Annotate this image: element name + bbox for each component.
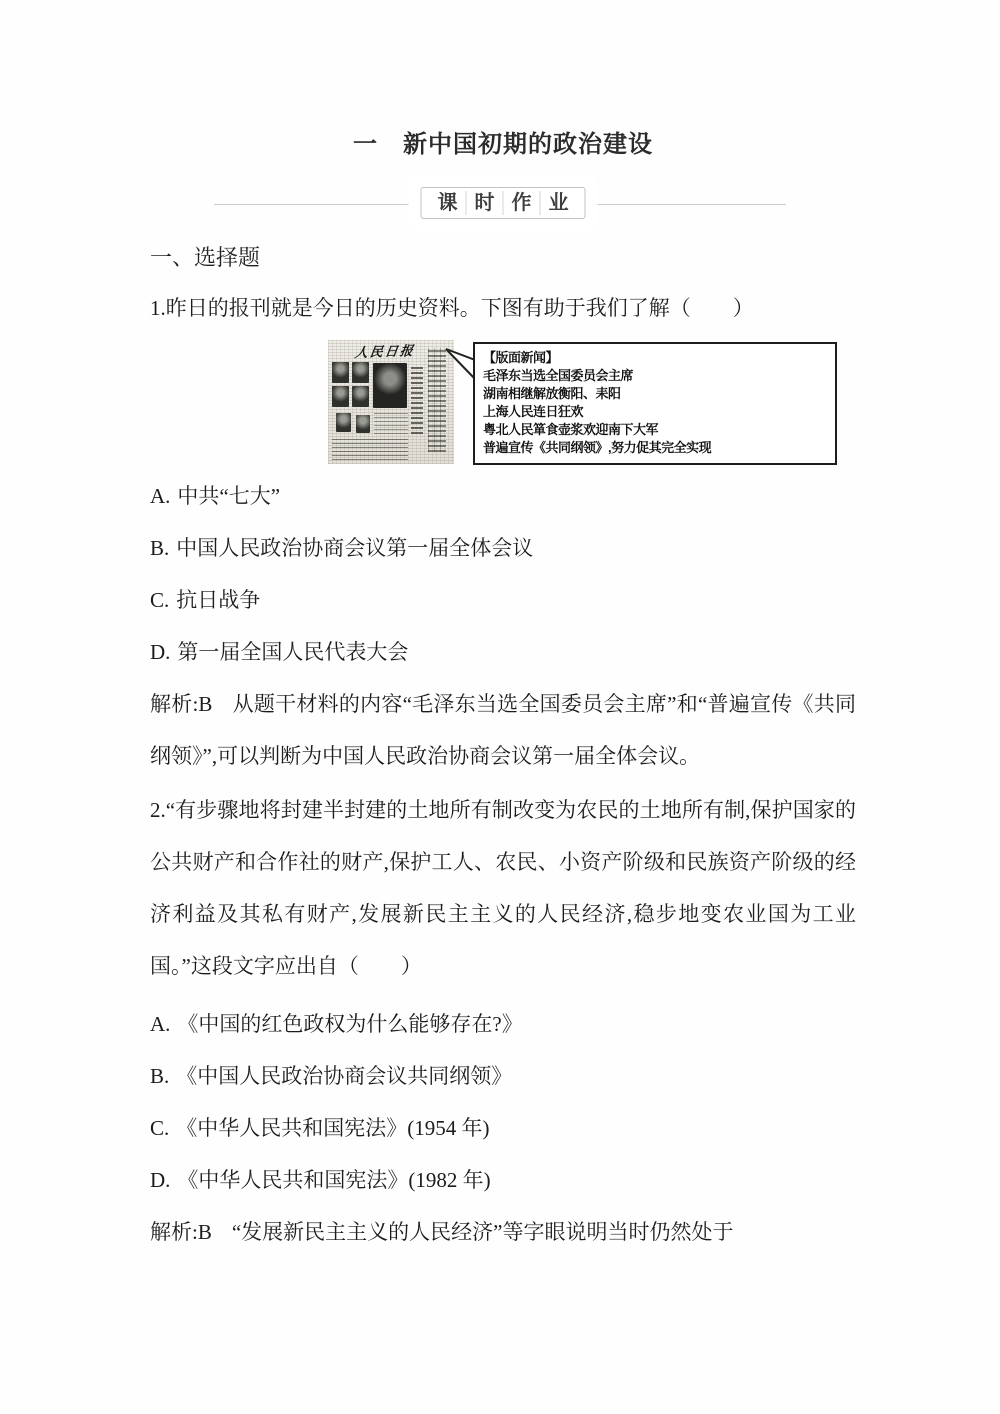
portrait-photo-large — [373, 363, 407, 408]
page-title: 一 新中国初期的政治建设 — [353, 131, 653, 158]
analysis-text: “发展新民主主义的人民经济”等字眼说明当时仍然处于 — [231, 1220, 734, 1244]
callout-line: 普遍宣传《共同纲领》,努力促其完全实现 — [483, 440, 712, 455]
option-a — [150, 470, 856, 522]
newspaper-text-block — [374, 412, 408, 434]
option-c — [150, 574, 856, 626]
banner-char: 业 — [540, 191, 577, 215]
analysis-text: 从题干材料的内容“毛泽东当选全国委员会主席”和“普遍宣传《共同纲领》”,可以判断为中国人民政治协商会议第一届全体会议。 — [150, 692, 856, 768]
option-c — [150, 1102, 856, 1154]
option-text: 中共“七大” — [177, 484, 281, 508]
callout-line: 上海人民连日狂欢 — [483, 404, 584, 419]
portrait-photo — [332, 362, 349, 383]
option-label: C. — [150, 588, 170, 612]
option-d — [150, 1154, 856, 1206]
portrait-photo — [356, 415, 370, 433]
banner-char: 课 — [437, 192, 458, 214]
question-2-stem: 2.“有步骤地将封建半封建的土地所有制改变为农民的土地所有制,保护国家的公共财产和合作社的财产,保护工人、农民、小资产阶级和民族资产阶级的经济利益及其私有财产,发展新民主主义的人民经济,稳步地变农业国为工业国。”这段文字应出自（ ） — [150, 798, 856, 978]
banner-char: 作 — [503, 191, 540, 215]
callout-line: 湖南相继解放衡阳、耒阳 — [483, 386, 621, 401]
question-1-analysis — [150, 678, 856, 782]
option-label: C. — [150, 1116, 170, 1140]
newspaper-text-block — [332, 437, 408, 460]
option-label: D. — [150, 1168, 171, 1192]
analysis-label: 解析:B — [150, 692, 213, 716]
option-text: 《中国人民政治协商会议共同纲领》 — [176, 1064, 513, 1088]
option-text: 《中华人民共和国宪法》(1982 年) — [177, 1168, 491, 1192]
portrait-photo — [352, 386, 369, 407]
option-text: 《中华人民共和国宪法》(1954 年) — [176, 1116, 490, 1140]
option-text: 中国人民政治协商会议第一届全体会议 — [176, 536, 534, 560]
analysis-label: 解析:B — [150, 1220, 212, 1244]
content-column — [150, 0, 856, 1258]
option-text: 第一届全国人民代表大会 — [177, 640, 409, 664]
option-text: 抗日战争 — [176, 588, 261, 612]
option-d — [150, 626, 856, 678]
option-label: B. — [150, 536, 170, 560]
option-label: A. — [150, 484, 171, 508]
section-heading: 一、选择题 — [150, 245, 261, 270]
option-label: B. — [150, 1064, 170, 1088]
callout-box — [473, 342, 837, 465]
portrait-photo — [352, 362, 369, 383]
banner-label-box — [421, 187, 586, 219]
newspaper-image — [328, 340, 454, 464]
callout-line: 毛泽东当选全国委员会主席 — [483, 368, 634, 383]
question-1-options — [150, 470, 856, 678]
lesson-work-banner — [150, 186, 856, 222]
newspaper-masthead: 人民日报 — [353, 342, 416, 361]
newspaper-text-column — [411, 364, 423, 434]
portrait-photo — [332, 386, 349, 407]
portrait-photo — [336, 413, 351, 432]
option-b — [150, 522, 856, 574]
banner-char: 时 — [466, 191, 503, 215]
option-b — [150, 1050, 856, 1102]
question-1-stem: 1.昨日的报刊就是今日的历史资料。下图有助于我们了解（ ） — [150, 296, 754, 320]
option-label: A. — [150, 1012, 171, 1036]
option-text: 《中国的红色政权为什么能够存在?》 — [177, 1012, 523, 1036]
question-1-figure — [328, 340, 856, 464]
question-2-options — [150, 998, 856, 1206]
option-label: D. — [150, 640, 171, 664]
option-a — [150, 998, 856, 1050]
callout-title: 【版面新闻】 — [483, 350, 559, 365]
callout-arrow-icon — [444, 346, 476, 384]
question-2-analysis — [150, 1206, 856, 1258]
callout-line: 粤北人民箪食壶浆欢迎南下大军 — [483, 422, 659, 437]
